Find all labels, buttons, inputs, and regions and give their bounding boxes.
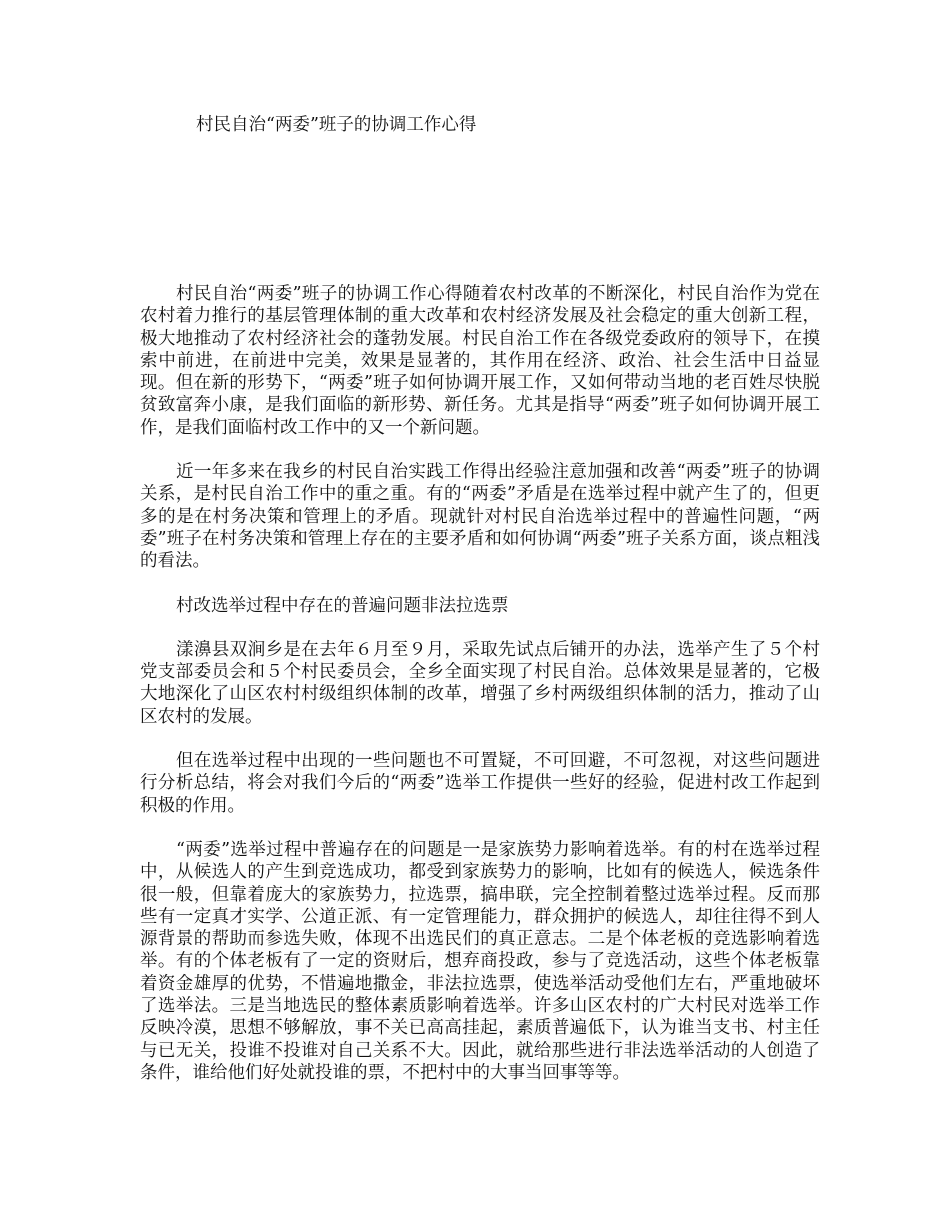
paragraph-election-problems: 但在选举过程中出现的一些问题也不可置疑，不可回避，不可忽视，对这些问题进行分析总结，将会对我们今后的“两委”选举工作提供一些好的经验，促进村改工作起到积极的作用。	[140, 751, 820, 816]
paragraph-intro: 村民自治“两委”班子的协调工作心得随着农村改革的不断深化，村民自治作为党在农村着力推行的基层管理体制的重大改革和农村经济发展及社会稳定的重大创新工程，极大地推动了农村经济社会的蓬勃发展。村民自治工作在各级党委政府的领导下，在摸索中前进，在前进中完美，效果是显著的，其作用在经济、政治、社会生活中日益显现。但在新的形势下，“两委”班子如何协调开展工作，又如何带动当地的老百姓尽快脱贫致富奔小康，是我们面临的新形势、新任务。尤其是指导“两委”班子如何协调开展工作，是我们面临村改工作中的又一个新问题。	[140, 284, 820, 438]
section-heading: 村改选举过程中存在的普遍问题非法拉选票	[176, 595, 509, 616]
paragraph-election-overview: 漾濞县双涧乡是在去年６月至９月，采取先试点后铺开的办法，选举产生了５个村党支部委员会和５个村民委员会，全乡全面实现了村民自治。总体效果是显著的，它极大地深化了山区农村村级组织体制的改革，增强了乡村两级组织体制的活力，推动了山区农村的发展。	[140, 639, 820, 727]
document-body	[140, 283, 820, 1106]
paragraph-common-issues: “两委”选举过程中普遍存在的问题是一是家族势力影响着选举。有的村在选举过程中，从候选人的产生到竞选成功，都受到家族势力的影响，比如有的候选人，候选条件很一般，但靠着庞大的家族势力，拉选票，搞串联，完全控制着整过选举过程。反而那些有一定真才实学、公道正派、有一定管理能力，群众拥护的候选人，却往往得不到人源背景的帮助而参选失败，体现不出选民们的真正意志。二是个体老板的竞选影响着选举。有的个体老板有了一定的资财后，想弃商投政，参与了竞选活动，这些个体老板靠着资金雄厚的优势，不惜遍地撒金，非法拉选票，使选举活动受他们左右，严重地破坏了选举法。三是当地选民的整体素质影响着选举。许多山区农村的广大村民对选举工作反映冷漠，思想不够解放，事不关已高高挂起，素质普遍低下，认为谁当支书、村主任与已无关，投谁不投谁对自己关系不大。因此，就给那些进行非法选举活动的人创造了条件，谁给他们好处就投谁的票，不把村中的大事当回事等等。	[140, 839, 820, 1083]
paragraph-experience: 近一年多来在我乡的村民自治实践工作得出经验注意加强和改善“两委”班子的协调关系，是村民自治工作中的重之重。有的“两委”矛盾是在选举过程中就产生了的，但更多的是在村务决策和管理上的矛盾。现就针对村民自治选举过程中的普遍性问题，“两委”班子在村务决策和管理上存在的主要矛盾和如何协调“两委”班子关系方面，谈点粗浅的看法。	[140, 462, 820, 572]
document-title: 村民自治“两委”班子的协调工作心得	[196, 115, 477, 135]
